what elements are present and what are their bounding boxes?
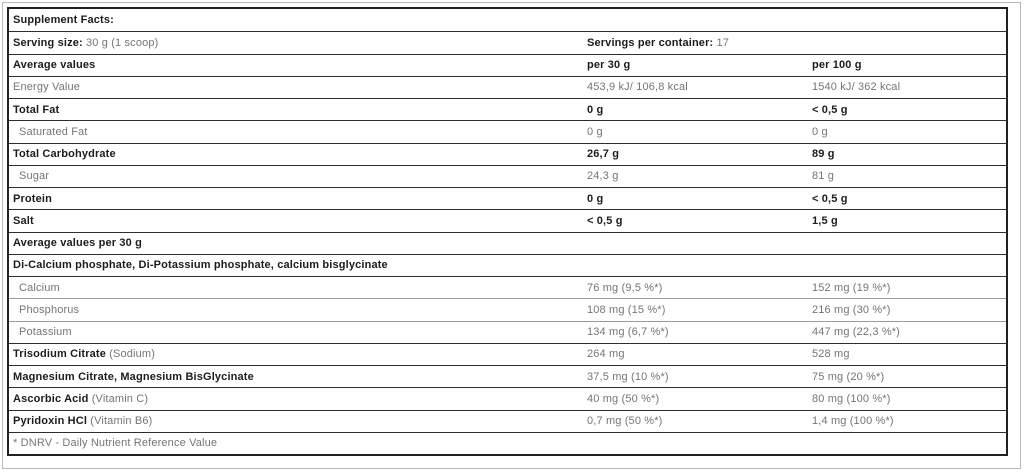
per-100g-value-cell: 528 mg: [812, 348, 850, 361]
title-row: [9, 9, 1006, 31]
nutrient-name: Trisodium Citrate: [13, 348, 107, 361]
per-100g-value-cell: < 0,5 g: [812, 103, 848, 116]
nutrient-row: [9, 98, 1006, 120]
per-100g-value-cell: 1,4 mg (100 %*): [812, 415, 894, 428]
nutrient-name-cell: [9, 304, 583, 316]
per-serving-value-cell: 0,7 mg (50 %*): [587, 415, 663, 428]
nutrient-name: Total Carbohydrate: [13, 148, 116, 161]
nutrient-name-suffix: (Sodium): [106, 348, 156, 361]
nutrient-name: Pyridoxin HCl: [13, 415, 88, 428]
per-100g-value-cell: 216 mg (30 %*): [812, 303, 891, 316]
nutrient-name-cell: [9, 126, 583, 138]
nutrient-row: [9, 343, 1006, 365]
footnote-row: [9, 432, 1006, 454]
per-serving-value-cell: 40 mg (50 %*): [587, 392, 660, 405]
nutrient-name: Total Fat: [13, 103, 60, 116]
per-serving-value-cell: 264 mg: [587, 348, 625, 361]
nutrient-name: Sugar: [19, 170, 50, 183]
servings-per-container-label: Servings per container:: [587, 36, 714, 49]
nutrient-row: [9, 298, 1006, 320]
nutrient-name-cell: [9, 348, 583, 360]
nutrient-name-suffix: (Vitamin C): [88, 392, 149, 405]
nutrient-rows-container: [9, 76, 1006, 432]
section-row: [9, 232, 1006, 254]
nutrient-row: [9, 187, 1006, 209]
per-100g-value-cell: 1540 kJ/ 362 kcal: [812, 81, 901, 94]
nutrient-name: Average values per 30 g: [13, 237, 142, 250]
per-100g-value-cell: 0 g: [812, 125, 828, 138]
per-100g-value-cell: 152 mg (19 %*): [812, 281, 891, 294]
per-serving-value-cell: 0 g: [587, 192, 604, 205]
nutrient-name-cell: [9, 415, 583, 427]
nutrient-row: [9, 276, 1006, 298]
nutrient-name-suffix: (Vitamin B6): [87, 415, 153, 428]
nutrient-name-cell: [9, 170, 583, 182]
per-serving-value-cell: 0 g: [587, 103, 604, 116]
nutrient-name-cell: [9, 193, 583, 205]
per-serving-value-cell: 0 g: [587, 125, 603, 138]
per-100g-value-cell: < 0,5 g: [812, 192, 848, 205]
dnrv-footnote: * DNRV - Daily Nutrient Reference Value: [13, 437, 218, 450]
nutrient-row: [9, 209, 1006, 231]
nutrient-name: Protein: [13, 192, 52, 205]
column-header-average-values: Average values: [13, 59, 96, 72]
per-serving-value-cell: 24,3 g: [587, 170, 619, 183]
per-serving-value-cell: 108 mg (15 %*): [587, 303, 666, 316]
column-header-per-100g: per 100 g: [812, 59, 862, 72]
servings-per-container-cell: [583, 37, 1006, 49]
nutrient-name: Magnesium Citrate, Magnesium BisGlycinate: [13, 370, 254, 383]
nutrient-name: Di-Calcium phosphate, Di-Potassium phosphate, calcium bisglycinate: [13, 259, 388, 272]
nutrient-name-cell: [9, 326, 583, 338]
nutrient-row: [9, 321, 1006, 343]
per-100g-value-cell: 89 g: [812, 148, 835, 161]
per-serving-value-cell: 26,7 g: [587, 148, 620, 161]
nutrient-name-cell: [9, 215, 583, 227]
nutrient-name: Ascorbic Acid: [13, 392, 89, 405]
servings-per-container-value: 17: [713, 36, 730, 49]
nutrient-name-cell: [9, 148, 583, 160]
per-serving-value-cell: 134 mg (6,7 %*): [587, 326, 669, 339]
nutrient-name: Energy Value: [13, 81, 81, 94]
serving-size-cell: [9, 37, 583, 49]
per-serving-value-cell: 76 mg (9,5 %*): [587, 281, 663, 294]
nutrient-name: Salt: [13, 214, 34, 227]
per-100g-value-cell: 447 mg (22,3 %*): [812, 326, 900, 339]
nutrient-name: Saturated Fat: [19, 125, 88, 138]
serving-size-value: 30 g (1 scoop): [82, 36, 159, 49]
serving-size-label: Serving size:: [13, 36, 83, 49]
nutrient-row: [9, 365, 1006, 387]
section-row: [9, 254, 1006, 276]
nutrient-row: [9, 120, 1006, 142]
per-100g-value-cell: 80 mg (100 %*): [812, 392, 891, 405]
per-serving-value-cell: 453,9 kJ/ 106,8 kcal: [587, 81, 688, 94]
per-100g-value-cell: 1,5 g: [812, 214, 838, 227]
nutrient-name: Phosphorus: [19, 303, 80, 316]
nutrient-name: Potassium: [19, 326, 72, 339]
per-100g-value-cell: 75 mg (20 %*): [812, 370, 885, 383]
nutrient-name: Calcium: [19, 281, 60, 294]
supplement-facts-title: Supplement Facts:: [13, 14, 114, 27]
section-title-cell: [9, 237, 1006, 249]
section-title-cell: [9, 259, 1006, 271]
nutrient-row: [9, 143, 1006, 165]
nutrient-name-cell: [9, 282, 583, 294]
nutrient-row: [9, 410, 1006, 432]
nutrient-name-cell: [9, 393, 583, 405]
nutrient-row: [9, 76, 1006, 98]
nutrient-row: [9, 165, 1006, 187]
columns-header-row: [9, 54, 1006, 76]
nutrient-name-cell: [9, 81, 583, 93]
serving-row: [9, 31, 1006, 53]
per-serving-value-cell: < 0,5 g: [587, 214, 623, 227]
column-header-per-30g: per 30 g: [587, 59, 631, 72]
nutrient-name-cell: [9, 104, 583, 116]
nutrient-name-cell: [9, 371, 583, 383]
nutrient-row: [9, 387, 1006, 409]
supplement-facts-table: [7, 7, 1008, 456]
per-100g-value-cell: 81 g: [812, 170, 835, 183]
per-serving-value-cell: 37,5 mg (10 %*): [587, 370, 669, 383]
